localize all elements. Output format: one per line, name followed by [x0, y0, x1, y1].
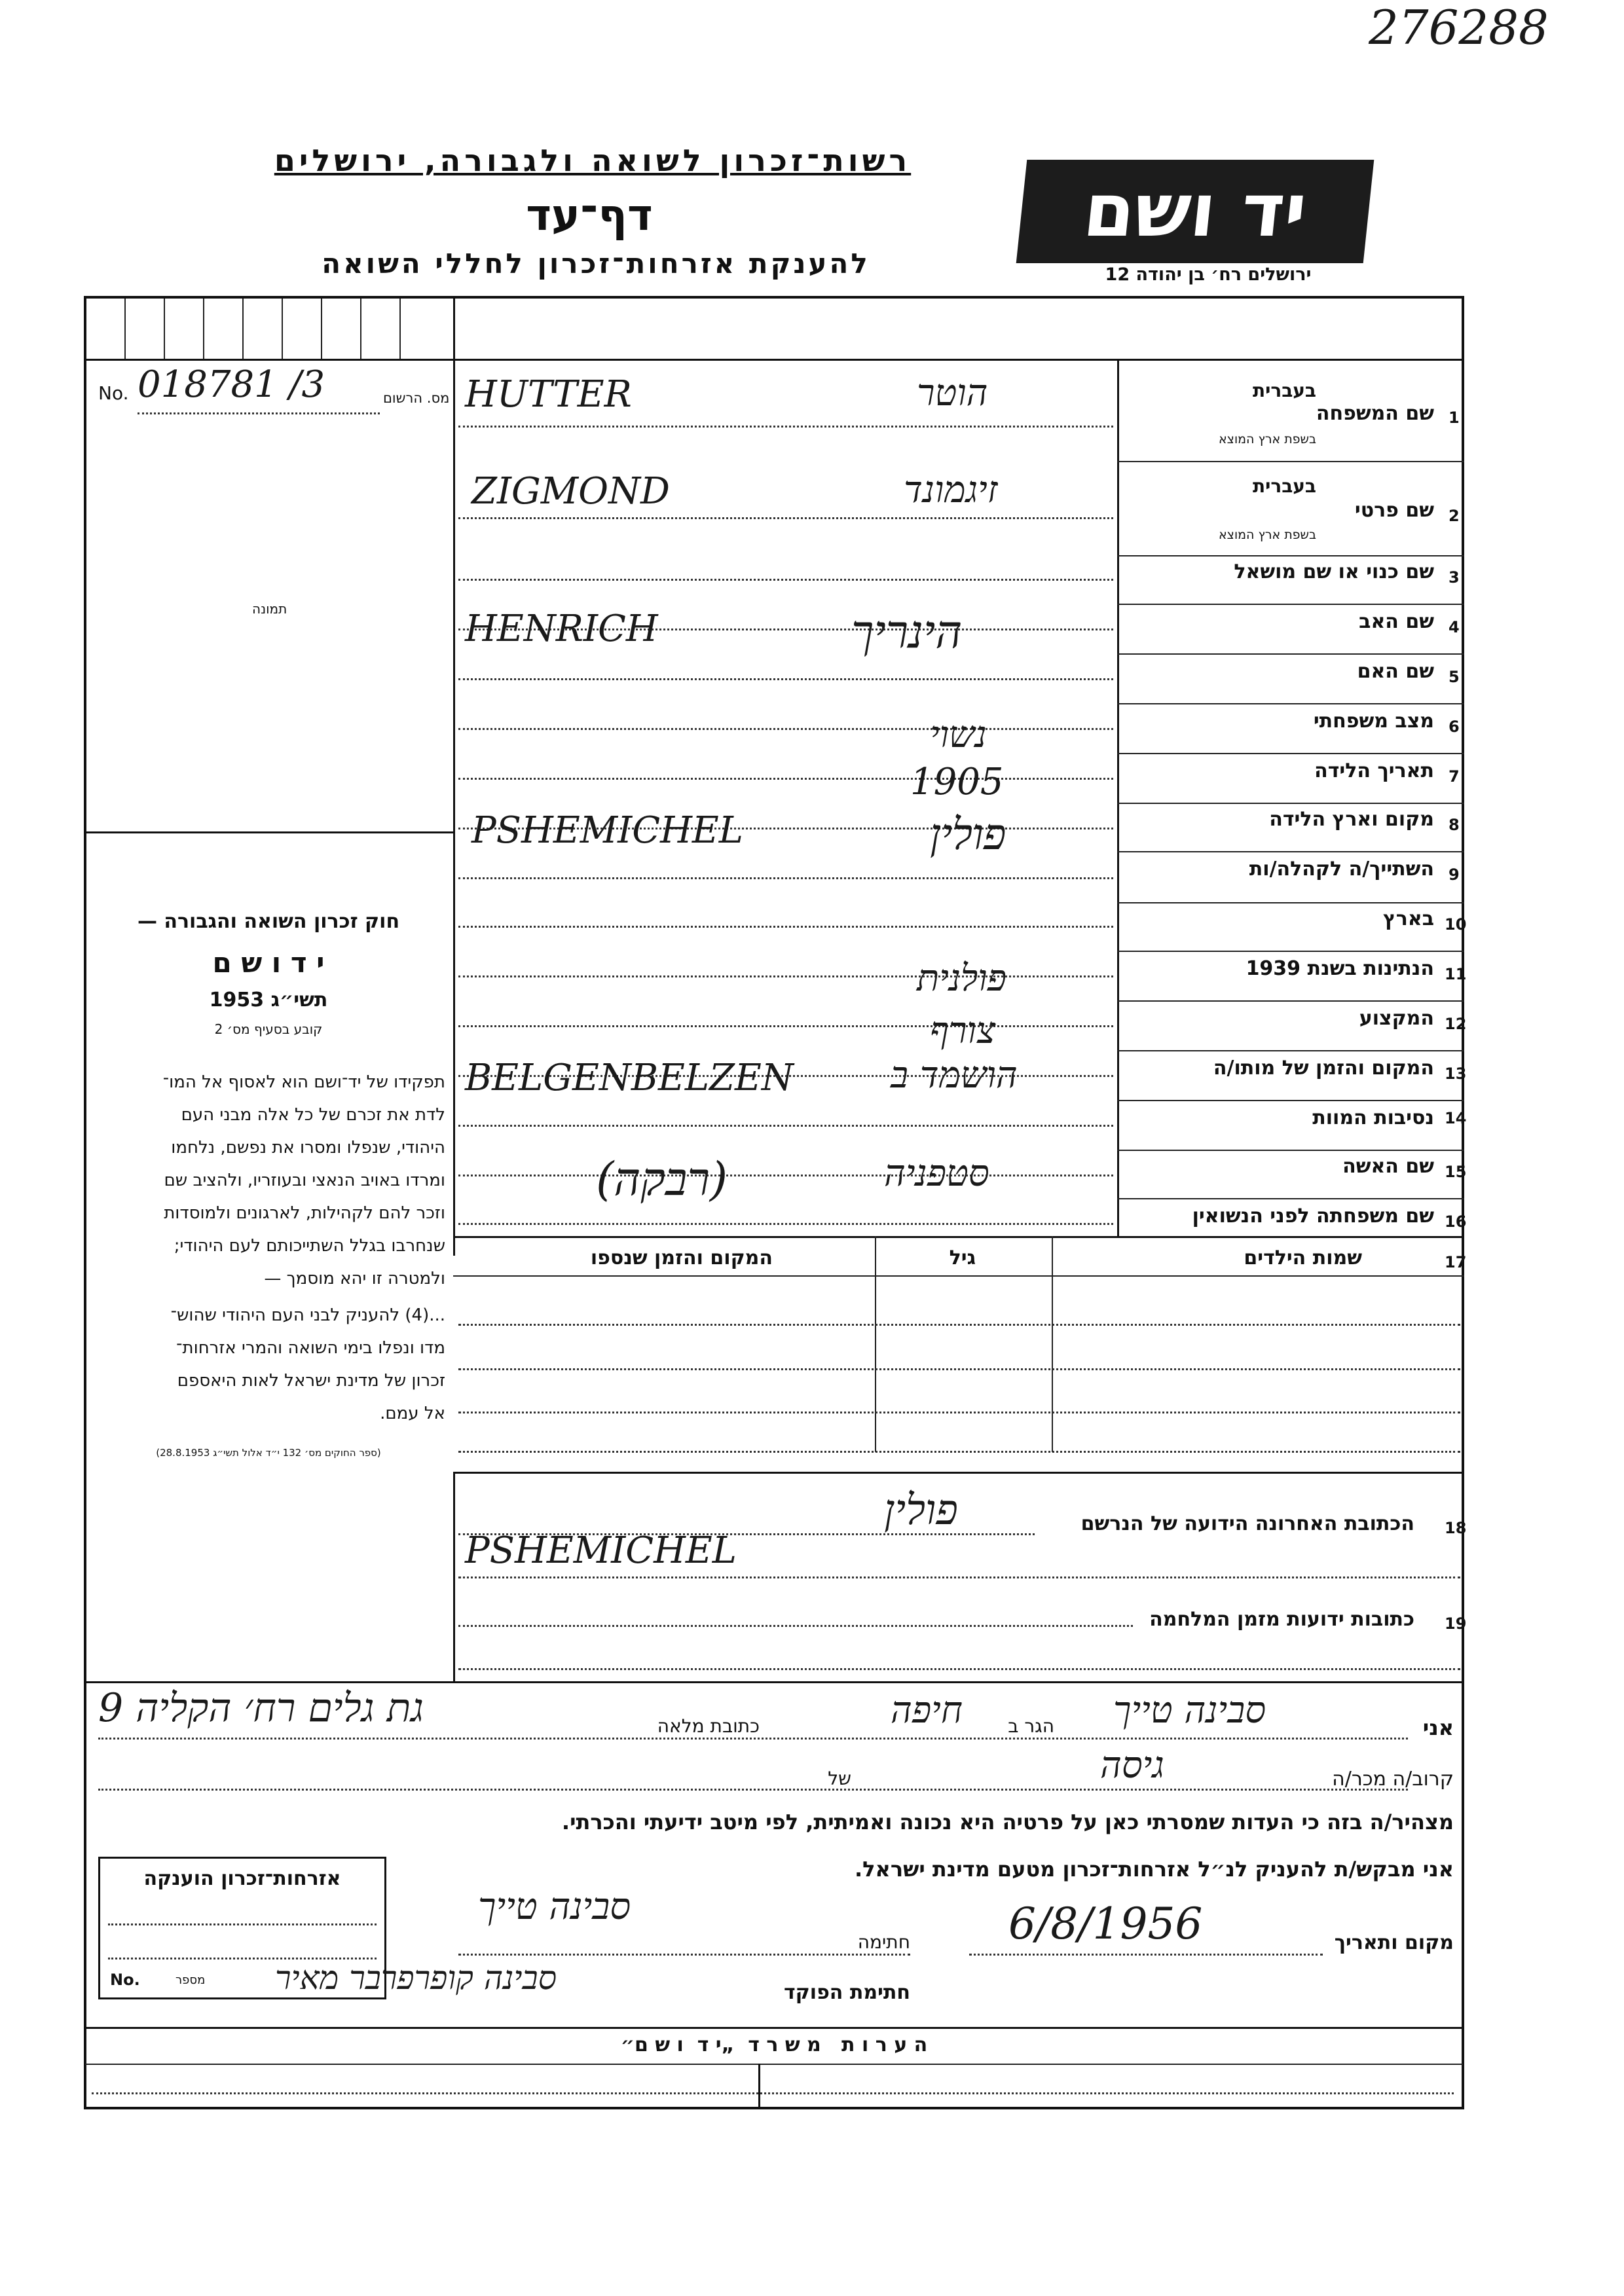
- archive-stamp-number: 276288: [1369, 0, 1549, 55]
- declaration-line-2: אני מבקש/ת להעניק לנ״ל אזרחות־זכרון מטעם מדינת ישראל.: [855, 1857, 1454, 1882]
- official-signature-label: חתימת הפוקד: [784, 1981, 910, 2004]
- field-3-number: 3: [1449, 568, 1460, 587]
- field-6-hebrew-value: נשוי: [930, 714, 987, 756]
- relation-value: גיסה: [1100, 1744, 1164, 1787]
- field-13-label: המקום והזמן של מותו/ה: [1213, 1057, 1434, 1080]
- registration-prefix: No.: [98, 382, 129, 404]
- field-3-label: שם כנוי או שם מושאל: [1234, 560, 1434, 583]
- registration-number: 018781 /3: [138, 363, 325, 406]
- field-13-number: 13: [1445, 1065, 1467, 1083]
- field-8-latin-value: PSHEMICHEL: [471, 809, 743, 852]
- field-2-number: 2: [1449, 507, 1460, 525]
- field-8-label: מקום וארץ הלידה: [1269, 808, 1434, 831]
- form-subtitle: להענקת אזרחות־זכרון לחללי השואה: [322, 247, 870, 280]
- logo-text: יד ושם: [1079, 168, 1311, 253]
- law-title: חוק זכרון השואה והגבורה —: [137, 910, 400, 933]
- signature-label: חתימה: [857, 1931, 910, 1953]
- field-2-hebrew-value: זיגמונד: [904, 469, 998, 511]
- field-2-latin-value: ZIGMOND: [471, 470, 670, 513]
- field-1-hebrew-value: הוטר: [917, 372, 988, 414]
- field-14-number: 14: [1445, 1109, 1467, 1127]
- field-19-number: 19: [1445, 1614, 1467, 1633]
- field-10-label: בארץ: [1382, 907, 1434, 930]
- remarks-title: ה ע ר ו ת מ ש ר ד „י ד ו ש ם״: [620, 2033, 928, 2056]
- authority-name: רשות־זכרון לשואה ולגבורה, ירושלים: [274, 143, 912, 178]
- certificate-number-label-he: מספר: [175, 1973, 206, 1987]
- declarant-name: סבינה טייך: [1113, 1689, 1266, 1732]
- field-2-hebrew-tag: בעברית: [1252, 475, 1316, 497]
- field-12-number: 12: [1445, 1015, 1467, 1033]
- field-12-label: המקצוע: [1359, 1007, 1434, 1030]
- field-1-sub: בשפת ארץ המוצא: [1218, 432, 1316, 446]
- field-14-label: נסיבות המוות: [1312, 1106, 1434, 1129]
- field-13-latin-value: BELGENBELZEN: [465, 1057, 794, 1099]
- field-15-number: 15: [1445, 1163, 1467, 1181]
- field-4-label: שם האב: [1359, 610, 1434, 633]
- children-names-header: שמות הילדים: [1244, 1247, 1362, 1269]
- certificate-title: אזרחות־זכרון הוענקה: [143, 1867, 341, 1890]
- field-18-latin-value: PSHEMICHEL: [465, 1529, 737, 1572]
- field-1-label: שם המשפחה: [1316, 402, 1434, 425]
- photo-label: תמונה: [252, 601, 287, 617]
- field-15-latin-value: (רבקה): [596, 1152, 728, 1206]
- field-5-number: 5: [1449, 668, 1460, 686]
- law-paragraph: תפקידו של יד־ושם הוא לאסוף אל המו־ לדת את זכרם של כל אלה מבני העם היהודי, שנפלו ומסרו את נפשם, נלחמו ומרדו באויב הנאצי ובעוזריו, ולהציב שם וזכר להם לקהילות, לארגונים ולמוסדות שנחרבו בגלל השתייכותם לעם היהודי; ולמטרה זו יהא מוסמך —: [162, 1072, 445, 1288]
- field-4-hebrew-value: הינריך: [851, 605, 963, 659]
- field-15-hebrew-value: סטפניה: [884, 1152, 989, 1195]
- field-1-latin-value: HUTTER: [465, 373, 632, 416]
- form-title: דף־עד: [526, 190, 653, 240]
- children-place-header: המקום והזמן שנספו: [590, 1247, 773, 1269]
- field-6-label: מצב משפחתי: [1313, 710, 1434, 733]
- law-clause-4: ...(4) להעניק לבני העם היהודי שהוש־ מדו ונפלו בימי השואה והמרי אזרחות־ זכרון של מדינת ישראל לאות היאספם אל עמם.: [170, 1305, 445, 1423]
- field-5-label: שם האם: [1357, 660, 1434, 683]
- field-7-number: 7: [1449, 767, 1460, 786]
- field-11-number: 11: [1445, 965, 1467, 983]
- field-6-number: 6: [1449, 718, 1460, 736]
- address-line: ירושלים רח׳ בן יהודה 12: [1105, 264, 1312, 285]
- field-7-latin-value: 1905: [910, 761, 1004, 803]
- field-11-hebrew-value: פולנית: [917, 957, 1006, 1000]
- field-17-number: 17: [1445, 1253, 1467, 1271]
- field-11-label: הנתינות בשנת 1939: [1246, 957, 1434, 980]
- full-address-value: גת גלים רח׳ הקליה 9: [98, 1685, 424, 1731]
- field-19-label: כתובות ידועות מזמן המלחמה: [1149, 1608, 1414, 1631]
- field-16-label: שם משפחתה לפני הנשואין: [1192, 1205, 1434, 1228]
- law-footnote: (ספר החוקים מס׳ 132 י״ד אלול תשי״ג 28.8.1953): [156, 1447, 381, 1459]
- law-year: תשי״ג 1953: [209, 989, 328, 1011]
- declarant-signature: סבינה טייך: [478, 1886, 631, 1928]
- field-18-hebrew-value: פולין: [884, 1486, 958, 1535]
- declaration-ani: אני: [1422, 1715, 1454, 1740]
- of-label: של: [828, 1768, 851, 1789]
- field-13-hebrew-value: הושמד ב: [891, 1054, 1018, 1097]
- field-8-number: 8: [1449, 816, 1460, 834]
- field-18-label: הכתובת האחרונה הידועה של הנרשם: [1080, 1512, 1414, 1535]
- place-date-label: מקום ותאריך: [1334, 1931, 1454, 1954]
- declaration-line-1: מצהיר/ה בזה כי העדות שמסרתי כאן על פרטיה היא נכונה ואמיתית, לפי מיטב ידיעתי והכרתי.: [561, 1810, 1454, 1834]
- field-1-hebrew-tag: בעברית: [1252, 380, 1316, 401]
- place-date-value: 6/8/1956: [1008, 1899, 1203, 1949]
- field-12-hebrew-value: צורף: [930, 1010, 996, 1052]
- field-16-number: 16: [1445, 1212, 1467, 1231]
- field-8-hebrew-value: פולין: [930, 809, 1006, 860]
- field-2-label: שם פרטי: [1354, 499, 1434, 522]
- field-9-label: השתייך/ה לקהלה/ות: [1249, 858, 1434, 881]
- full-address-label: כתובת מלאה: [657, 1715, 760, 1737]
- field-4-latin-value: HENRICH: [465, 608, 658, 650]
- law-name: י ד ו ש ם: [212, 947, 325, 979]
- relative-label: קרוב/ה מכר/ה: [1332, 1768, 1454, 1791]
- field-15-label: שם האשה: [1342, 1155, 1434, 1178]
- registration-label: מס. הרשום: [383, 390, 450, 406]
- field-9-number: 9: [1449, 866, 1460, 884]
- field-2-sub: בשפת ארץ המוצא: [1218, 528, 1316, 542]
- certificate-number-label: No.: [110, 1971, 140, 1989]
- field-18-number: 18: [1445, 1519, 1467, 1537]
- official-signature: סבינה קופרפרבר מאיר: [275, 1959, 557, 1997]
- field-1-number: 1: [1449, 409, 1460, 427]
- resides-label: הגר ב: [1008, 1715, 1054, 1737]
- law-clause: קובע בסעיף מס׳ 2: [214, 1021, 323, 1037]
- field-7-label: תאריך הלידה: [1314, 759, 1434, 782]
- yad-vashem-logo: [1016, 160, 1375, 263]
- field-10-number: 10: [1445, 915, 1467, 934]
- resides-city: חיפה: [891, 1689, 963, 1732]
- field-4-number: 4: [1449, 618, 1460, 636]
- children-age-header: גיל: [949, 1247, 976, 1269]
